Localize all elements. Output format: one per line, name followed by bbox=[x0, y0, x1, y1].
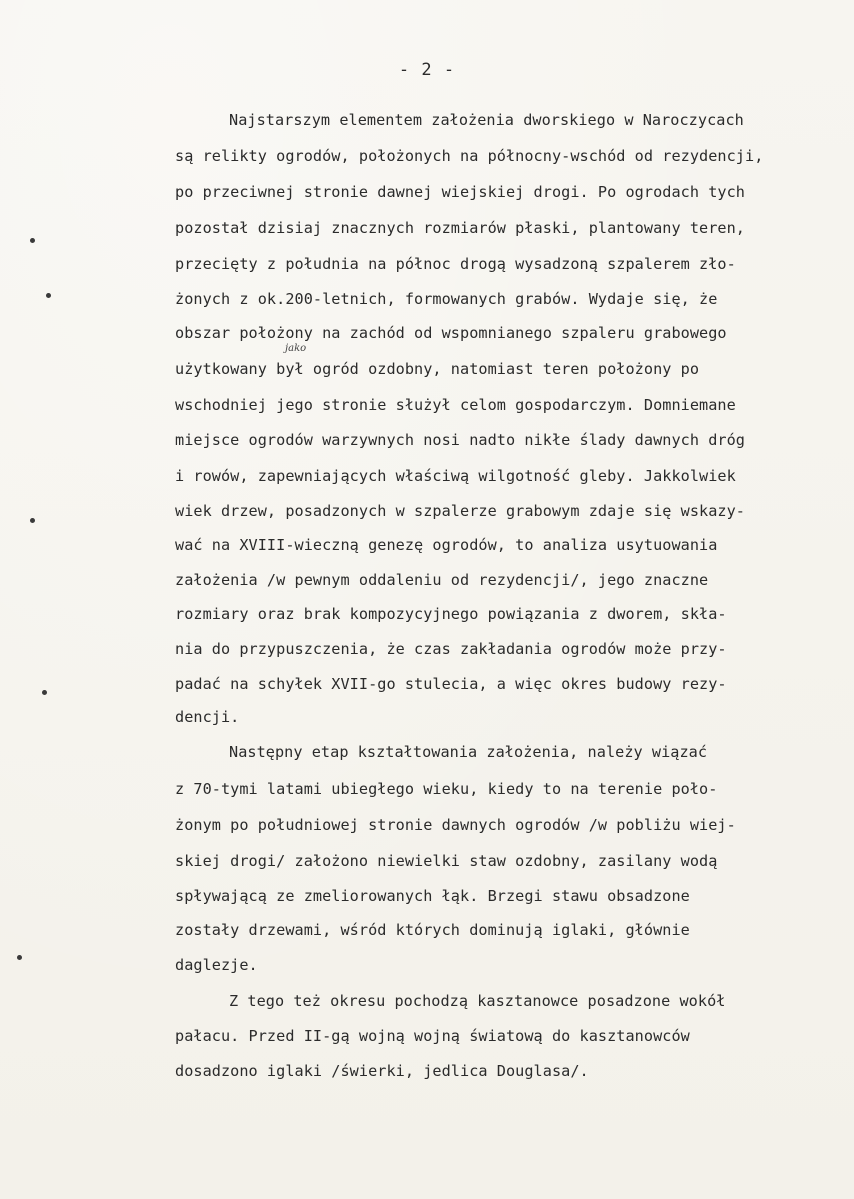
paragraph-1-line-7: obszar położony na zachód od wspomnianego szpaleru grabowego bbox=[175, 324, 727, 342]
binding-hole bbox=[42, 690, 47, 695]
binding-hole bbox=[30, 518, 35, 523]
paragraph-1-line-2: są relikty ogrodów, położonych na północny-wschód od rezydencji, bbox=[175, 147, 764, 165]
paragraph-1-line-10: miejsce ogrodów warzywnych nosi nadto nikłe ślady dawnych dróg bbox=[175, 431, 746, 449]
paragraph-1-line-13: wać na XVIII-wieczną genezę ogrodów, to analiza usytuowania bbox=[175, 536, 718, 554]
paragraph-2-line-3: żonym po południowej stronie dawnych ogrodów /w pobliżu wiej- bbox=[175, 816, 736, 834]
paragraph-1-line-5: przecięty z południa na północ drogą wysadzoną szpalerem zło- bbox=[175, 255, 736, 273]
binding-hole bbox=[46, 293, 51, 298]
binding-hole bbox=[17, 955, 22, 960]
paragraph-3-line-3: dosadzono iglaki /świerki, jedlica Douglasa/. bbox=[175, 1062, 589, 1080]
paragraph-1-line-4: pozostał dzisiaj znacznych rozmiarów płaski, plantowany teren, bbox=[175, 219, 746, 237]
paragraph-2-line-7: daglezje. bbox=[175, 956, 258, 974]
paragraph-1-line-6: żonych z ok.200-letnich, formowanych grabów. Wydaje się, że bbox=[175, 290, 718, 308]
paragraph-2-line-1: Następny etap kształtowania założenia, należy wiązać bbox=[229, 743, 708, 761]
paragraph-1-line-18: dencji. bbox=[175, 708, 240, 726]
paragraph-3-line-2: pałacu. Przed II-gą wojną wojną światową do kasztanowców bbox=[175, 1027, 690, 1045]
paragraph-3-line-1: Z tego też okresu pochodzą kasztanowce posadzone wokół bbox=[229, 992, 726, 1010]
paragraph-1-line-17: padać na schyłek XVII-go stulecia, a więc okres budowy rezy- bbox=[175, 675, 727, 693]
paragraph-2-line-5: spływającą ze zmeliorowanych łąk. Brzegi stawu obsadzone bbox=[175, 887, 690, 905]
binding-hole bbox=[30, 238, 35, 243]
paragraph-1-line-16: nia do przypuszczenia, że czas zakładania ogrodów może przy- bbox=[175, 640, 727, 658]
paragraph-1-line-8: użytkowany był ogród ozdobny, natomiast teren położony po bbox=[175, 360, 700, 378]
paragraph-1-line-3: po przeciwnej stronie dawnej wiejskiej drogi. Po ogrodach tych bbox=[175, 183, 746, 201]
page-number: - 2 - bbox=[398, 60, 456, 80]
paragraph-1-line-15: rozmiary oraz brak kompozycyjnego powiązania z dworem, skła- bbox=[175, 605, 727, 623]
paragraph-1-line-12: wiek drzew, posadzonych w szpalerze grabowym zdaje się wskazy- bbox=[175, 502, 746, 520]
paragraph-2-line-4: skiej drogi/ założono niewielki staw ozdobny, zasilany wodą bbox=[175, 852, 718, 870]
paragraph-1-line-9: wschodniej jego stronie służył celom gospodarczym. Domniemane bbox=[175, 396, 736, 414]
paragraph-2-line-6: zostały drzewami, wśród których dominują iglaki, głównie bbox=[175, 921, 690, 939]
handwritten-annotation: jako bbox=[285, 343, 307, 354]
paragraph-1-line-14: założenia /w pewnym oddaleniu od rezydencji/, jego znaczne bbox=[175, 571, 709, 589]
paragraph-1-line-1: Najstarszym elementem założenia dworskiego w Naroczycach bbox=[229, 111, 744, 129]
paragraph-1-line-11: i rowów, zapewniających właściwą wilgotność gleby. Jakkolwiek bbox=[175, 467, 736, 485]
paragraph-2-line-2: z 70-tymi latami ubiegłego wieku, kiedy to na terenie poło- bbox=[175, 780, 718, 798]
